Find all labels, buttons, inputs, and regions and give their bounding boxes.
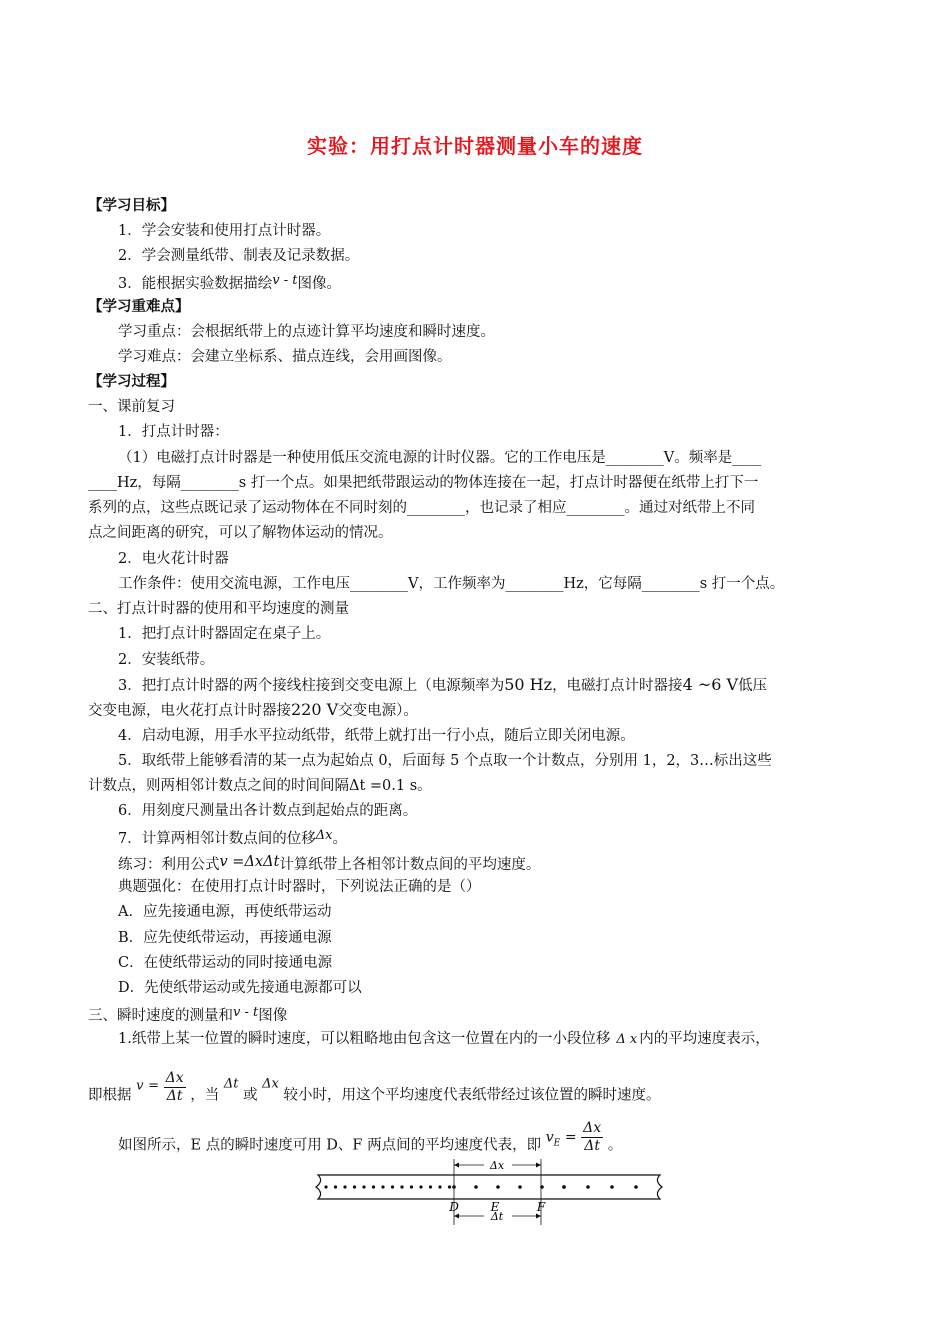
section-2-heading: 二、打点计时器的使用和平均速度的测量 <box>88 601 349 617</box>
dx-label: Δx <box>489 1159 505 1172</box>
instant-para-2: 即根据 v = $\frac{\Delta x}{\Delta t}$ ，当 Δt 或 Δx 较小时，用这个平均速度代表纸带经过该位置的瞬时速度。 <box>88 1070 661 1104</box>
tape-dot <box>610 1185 614 1189</box>
goal-1: 1．学会安装和使用打点计时器。 <box>118 223 331 239</box>
tape-dot <box>419 1185 422 1188</box>
practice: 练习：利用公式v =ΔxΔt计算纸带上各相邻计数点间的平均速度。 <box>118 854 541 873</box>
tape-dot <box>562 1185 566 1189</box>
step-4: 4．启动电源，用手水平拉动纸带，纸带上就打出一行小点，随后立即关闭电源。 <box>118 728 635 744</box>
para-1b: ____Hz，每隔________s 打一个点。如果把纸带跟运动的物体连接在一起，打点计时器便在纸带上打下一 <box>88 475 759 491</box>
para-1a: （1）电磁打点计时器是一种使用低压交流电源的计时仪器。它的工作电压是________V。频率是____ <box>118 450 762 466</box>
volt-4-6: 4 ~6 V <box>682 675 739 694</box>
step-3a: 3．把打点计时器的两个接线柱接到交变电源上（电源频率为50 Hz，电磁打点计时器接4 ~6 V低压 <box>118 675 768 694</box>
section-1-heading: 一、课前复习 <box>88 399 175 415</box>
option-c: C．在使纸带运动的同时接通电源 <box>118 955 333 971</box>
step-2: 2．安装纸带。 <box>118 652 215 668</box>
spark-timer-para: 工作条件：使用交流电源，工作电压________V，工作频率为________Hz，它每隔________s 打一个点。 <box>118 576 785 592</box>
dt-01: Δt =0.1 s <box>349 778 418 794</box>
timer-heading: 1．打点计时器： <box>118 424 229 440</box>
key-difficulty: 学习难点：会建立坐标系、描点连线，会用画图像。 <box>118 349 452 365</box>
option-a: A．应先接通电源，再使纸带运动 <box>118 904 332 920</box>
v-formula: v =ΔxΔt <box>219 854 280 870</box>
volt-220: 220 V <box>291 700 339 719</box>
label-f: F <box>536 1200 546 1214</box>
vt-math: v - t <box>272 273 298 288</box>
tape-dot <box>353 1185 356 1188</box>
tape-dot <box>634 1185 638 1189</box>
goal-3: 3．能根据实验数据描绘v - t图像。 <box>118 273 341 292</box>
tape-dot <box>518 1185 522 1189</box>
tape-dot <box>474 1185 478 1189</box>
tape-dot <box>438 1185 441 1188</box>
step-6: 6．用刻度尺测量出各计数点到起始点的距离。 <box>118 803 418 819</box>
tape-dot <box>372 1185 375 1188</box>
process-heading: 【学习过程】 <box>88 373 175 390</box>
step-5a: 5．取纸带上能够看清的某一点为起始点 0，后面每 5 个点取一个计数点，分别用 1，2，3…标出这些 <box>118 753 772 769</box>
paper-tape <box>316 1175 662 1199</box>
tape-dot <box>334 1185 337 1188</box>
step-1: 1．把打点计时器固定在桌子上。 <box>118 626 331 642</box>
tape-dot <box>362 1185 365 1188</box>
para-1c: 系列的点，这些点既记录了运动物体在不同时刻的________，也记录了相应________。通过对纸带上不同 <box>88 500 755 516</box>
tape-dot <box>586 1185 590 1189</box>
tape-dot <box>400 1185 403 1188</box>
instant-para-1: 1.纸带上某一位置的瞬时速度，可以粗略地由包含这一位置在内的一小段位移 Δ x 内的平均速度表示， <box>118 1031 770 1047</box>
dx-math: Δx <box>315 828 333 843</box>
key-heading: 【学习重难点】 <box>88 298 190 315</box>
fraction-vE: $\frac{\Delta x}{\Delta t}$ <box>583 1120 602 1154</box>
tape-dots <box>324 1185 637 1189</box>
tape-dot <box>391 1185 394 1188</box>
tape-dot <box>429 1185 432 1188</box>
tape-dot <box>496 1185 500 1189</box>
goals-heading: 【学习目标】 <box>88 197 175 214</box>
section-3-heading: 三、瞬时速度的测量和v - t图像 <box>88 1005 288 1024</box>
label-e: E <box>490 1200 500 1214</box>
para-1d: 点之间距离的研究，可以了解物体运动的情况。 <box>88 525 393 541</box>
example-question: 典题强化：在使用打点计时器时，下列说法正确的是（） <box>118 879 481 895</box>
tape-dot <box>410 1185 413 1188</box>
option-d: D．先使纸带运动或先接通电源都可以 <box>118 980 362 996</box>
step-5b: 计数点，则两相邻计数点之间的时间间隔Δt =0.1 s。 <box>88 778 432 794</box>
hz-50: 50 Hz <box>504 675 553 694</box>
dt-label: Δt <box>490 1210 504 1223</box>
step-7: 7．计算两相邻计数点间的位移Δx。 <box>118 828 347 847</box>
page-title: 实验：用打点计时器测量小车的速度 <box>307 134 643 158</box>
instant-para-3: 如图所示，E 点的瞬时速度可用 D、F 两点间的平均速度代表，即 $v_E$ = $\frac{\Delta x}{\Delta t}$ 。 <box>118 1120 623 1154</box>
fraction-dx-dt: $\frac{\Delta x}{\Delta t}$ <box>165 1070 184 1104</box>
option-b: B．应先使纸带运动，再接通电源 <box>118 930 332 946</box>
tape-dot <box>343 1185 346 1188</box>
spark-timer-heading: 2．电火花计时器 <box>118 551 229 567</box>
key-focus: 学习重点：会根据纸带上的点迹计算平均速度和瞬时速度。 <box>118 324 495 340</box>
tape-dot <box>324 1185 327 1188</box>
goal-2: 2．学会测量纸带、制表及记录数据。 <box>118 248 360 264</box>
tape-diagram <box>312 1155 672 1230</box>
tape-dot <box>448 1185 451 1188</box>
tape-dot <box>381 1185 384 1188</box>
step-3b: 交变电源，电火花打点计时器接220 V交变电源）。 <box>88 700 418 719</box>
label-d: D <box>449 1200 459 1214</box>
